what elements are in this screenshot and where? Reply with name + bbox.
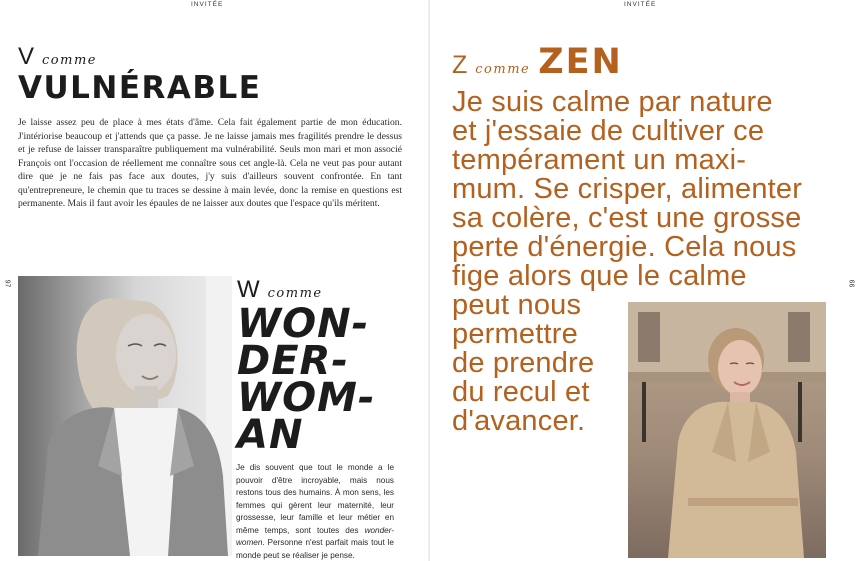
w-word [237, 301, 407, 458]
page-number: 97 [3, 279, 11, 288]
v-body-text: Je laisse assez peu de place à mes états d'âme. Cela fait également partie de mon éducation. J'intériorise beaucoup et j'attends que ça passe. Je ne laisse jamais mes fragilités prendre le dessus et je refuse de laisser transparaître publiquement ma vulnérabilité. Seuls mon mari et mon associé François ont l'occasion de réellement me connaître sous cet angle-là. Cela ne veut pas pour autant dire que je ne fais pas face aux doutes, j'y suis d'ailleurs souvent confrontée. En tant qu'entrepreneure, le chemin que tu traces se dessine à main levée, donc la remise en questions est permanente. Mais il faut avoir les épaules de ne laisser aux doutes que l'espace qu'ils méritent. [18, 117, 402, 209]
quote-line: mum. Se crisper, alimenter [452, 173, 803, 205]
quote-line: de prendre [452, 347, 595, 379]
w-word-line: DER- [237, 338, 349, 384]
quote-line: peut nous [452, 289, 582, 321]
w-word-line: WOM- [237, 375, 376, 421]
v-word: VULNÉRABLE [18, 70, 262, 106]
quote-line: fige alors que le calme [452, 260, 747, 292]
w-word-line: AN [237, 412, 304, 458]
running-head: INVITÉE [191, 1, 224, 8]
w-heading [237, 276, 407, 458]
w-comme: comme [267, 286, 323, 301]
v-comme: comme [42, 53, 97, 68]
z-word: ZEN [538, 42, 623, 82]
v-letter: V [18, 43, 35, 70]
page-number: 99 [849, 279, 857, 288]
woman-portrait-bw-photo [18, 276, 232, 556]
quote-line: et j'essaie de cultiver ce [452, 115, 765, 147]
w-body-text-italic: wonder-women [236, 525, 394, 547]
z-heading [452, 42, 623, 82]
z-letter: Z [452, 51, 468, 79]
v-heading [18, 43, 261, 105]
woman-trench-coat-photo [628, 302, 826, 558]
w-body-text [236, 462, 394, 561]
quote-line: d'avancer. [452, 405, 586, 437]
quote-line: du recul et [452, 376, 590, 408]
quote-line: sa colère, c'est une grosse [452, 202, 802, 234]
right-page [430, 0, 860, 561]
woman-portrait-bw-image [18, 276, 232, 556]
w-body-text-part: . Personne n'est parfait mais tout le monde peut se réaliser je pense. [236, 538, 394, 560]
w-word-line: WON- [237, 301, 370, 347]
running-head: INVITÉE [624, 1, 657, 8]
w-letter: W [237, 276, 260, 303]
quote-line: Je suis calme par nature [452, 86, 773, 118]
quote-line: permettre [452, 318, 578, 350]
z-comme: comme [475, 62, 531, 77]
quote-line: tempérament un maxi- [452, 144, 747, 176]
woman-trench-coat-image [628, 302, 826, 558]
w-body-text-part: Je dis souvent que tout le monde a le pouvoir d'être incroyable, mais nous restons tous des humains. À mon sens, les femmes qui gèrent leur maternité, leur grossesse, leur famille et leur métier en même temps, sont toutes des [236, 463, 394, 535]
quote-line: perte d'énergie. Cela nous [452, 231, 797, 263]
